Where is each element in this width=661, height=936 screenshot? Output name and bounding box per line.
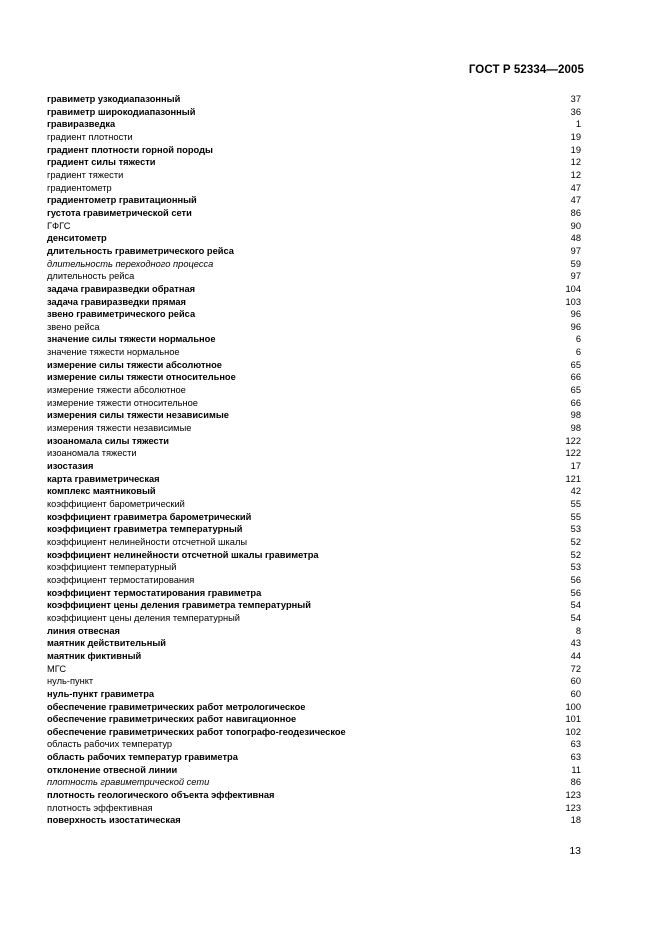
index-term: коэффициент термостатирования гравиметра xyxy=(47,587,262,598)
index-page-number: 97 xyxy=(570,271,581,282)
index-page-number: 123 xyxy=(565,790,581,801)
index-page-number: 63 xyxy=(570,752,581,763)
index-entry xyxy=(47,435,581,448)
document-id: ГОСТ Р 52334—2005 xyxy=(468,64,584,76)
index-page-number: 54 xyxy=(570,612,581,623)
index-term: изоаномала тяжести xyxy=(47,448,137,459)
index-page-number: 86 xyxy=(570,207,581,218)
index-entry xyxy=(47,460,581,473)
index-entry xyxy=(47,447,581,460)
index-entry xyxy=(47,156,581,169)
index-entry xyxy=(47,776,581,789)
index-entry xyxy=(47,738,581,751)
index-page-number: 18 xyxy=(570,815,581,826)
index-entry xyxy=(47,258,581,271)
index-page-number: 100 xyxy=(565,701,581,712)
index-term: градиент плотности xyxy=(47,131,133,142)
index-entry xyxy=(47,574,581,587)
index-term: градиент тяжести xyxy=(47,169,124,180)
index-page-number: 44 xyxy=(570,650,581,661)
index-page-number: 52 xyxy=(570,549,581,560)
index-entry xyxy=(47,371,581,384)
index-term: густота гравиметрической сети xyxy=(47,207,192,218)
index-term: коэффициент гравиметра барометрический xyxy=(47,511,252,522)
index-term: маятник действительный xyxy=(47,638,167,649)
index-term: маятник фиктивный xyxy=(47,650,142,661)
index-entry xyxy=(47,637,581,650)
index-entry xyxy=(47,296,581,309)
index-term: изостазия xyxy=(47,461,94,472)
index-entry xyxy=(47,802,581,815)
index-term: МГС xyxy=(47,663,67,674)
index-term: коэффициент цены деления гравиметра температурный xyxy=(47,600,311,611)
index-page-number: 66 xyxy=(570,397,581,408)
index-entry xyxy=(47,663,581,676)
index-page-number: 42 xyxy=(570,486,581,497)
index-entry xyxy=(47,409,581,422)
index-entry xyxy=(47,397,581,410)
index-term: обеспечение гравиметрических работ топографо-геодезическое xyxy=(47,726,346,737)
index-entry xyxy=(47,182,581,195)
index-page-number: 63 xyxy=(570,739,581,750)
index-entry xyxy=(47,549,581,562)
index-page-number: 53 xyxy=(570,562,581,573)
index-entry xyxy=(47,625,581,638)
index-entry xyxy=(47,523,581,536)
index-page-number: 11 xyxy=(571,764,581,775)
index-entry xyxy=(47,194,581,207)
index-term: обеспечение гравиметрических работ навигационное xyxy=(47,714,297,725)
index-term: денситометр xyxy=(47,233,107,244)
index-page-number: 12 xyxy=(570,169,581,180)
index-term: плотность гравиметрической сети xyxy=(47,777,210,788)
index-term: длительность гравиметрического рейса xyxy=(47,245,234,256)
index-entry xyxy=(47,587,581,600)
index-entry xyxy=(47,333,581,346)
index-page-number: 17 xyxy=(570,461,581,472)
index-page-number: 72 xyxy=(570,663,581,674)
index-entry xyxy=(47,422,581,435)
index-term: градиент силы тяжести xyxy=(47,157,156,168)
index-entry xyxy=(47,536,581,549)
index-entry xyxy=(47,561,581,574)
index-term: измерение тяжести относительное xyxy=(47,397,198,408)
index-page-number: 65 xyxy=(570,385,581,396)
index-term: гравиметр широкодиапазонный xyxy=(47,106,196,117)
index-entry xyxy=(47,93,581,106)
index-page-number: 12 xyxy=(570,157,581,168)
index-page-number: 19 xyxy=(570,131,581,142)
index-entry xyxy=(47,245,581,258)
index-term: измерения тяжести независимые xyxy=(47,423,192,434)
index-page-number: 98 xyxy=(570,410,581,421)
index-page-number: 43 xyxy=(570,638,581,649)
index-page-number: 59 xyxy=(570,258,581,269)
index-entry xyxy=(47,511,581,524)
index-page-number: 96 xyxy=(570,321,581,332)
index-entry xyxy=(47,384,581,397)
index-page-number: 97 xyxy=(570,245,581,256)
index-term: задача гравиразведки обратная xyxy=(47,283,196,294)
index-term: нуль-пункт гравиметра xyxy=(47,688,155,699)
index-term: нуль-пункт xyxy=(47,676,94,687)
index-entry xyxy=(47,713,581,726)
index-term: отклонение отвесной линии xyxy=(47,764,178,775)
index-term: звено рейса xyxy=(47,321,100,332)
index-page-number: 52 xyxy=(570,536,581,547)
index-term: гравиметр узкодиапазонный xyxy=(47,94,181,104)
index-term: градиент плотности горной породы xyxy=(47,144,213,155)
index-term: комплекс маятниковый xyxy=(47,486,156,497)
index-entry xyxy=(47,789,581,802)
index-page-number: 60 xyxy=(570,688,581,699)
index-term: измерение тяжести абсолютное xyxy=(47,385,186,396)
index-page-number: 122 xyxy=(565,448,581,459)
index-page-number: 65 xyxy=(570,359,581,370)
index-term: измерения силы тяжести независимые xyxy=(47,410,229,421)
index-term: значение силы тяжести нормальное xyxy=(47,334,216,345)
index-page-number: 36 xyxy=(570,106,581,117)
index-term: задача гравиразведки прямая xyxy=(47,296,186,307)
index-term: коэффициент нелинейности отсчетной шкалы гравиметра xyxy=(47,549,319,560)
index-entry xyxy=(47,220,581,233)
index-entry xyxy=(47,473,581,486)
index-page-number: 98 xyxy=(570,423,581,434)
index-term: линия отвесная xyxy=(47,625,120,636)
index-term: область рабочих температур гравиметра xyxy=(47,752,238,763)
index-page-number: 121 xyxy=(565,473,581,484)
index-page-number: 102 xyxy=(565,726,581,737)
index-entry xyxy=(47,675,581,688)
index-term: плотность эффективная xyxy=(47,802,153,813)
index-page-number: 19 xyxy=(570,144,581,155)
index-entry xyxy=(47,131,581,144)
index-entry xyxy=(47,751,581,764)
index-page-number: 103 xyxy=(565,296,581,307)
index-entry xyxy=(47,726,581,739)
index-term: градиентометр xyxy=(47,182,112,193)
index-page-number: 104 xyxy=(565,283,581,294)
index-term: измерение силы тяжести абсолютное xyxy=(47,359,222,370)
index-entry xyxy=(47,688,581,701)
index-entry xyxy=(47,308,581,321)
index-entry xyxy=(47,359,581,372)
index-page-number: 90 xyxy=(570,220,581,231)
index-term: плотность геологического объекта эффективная xyxy=(47,790,275,801)
index-page-number: 86 xyxy=(570,777,581,788)
index-entry xyxy=(47,106,581,119)
index-page-number: 37 xyxy=(570,94,581,104)
index-page-number: 60 xyxy=(570,676,581,687)
index-term: значение тяжести нормальное xyxy=(47,347,180,358)
index-entry xyxy=(47,485,581,498)
index-term: коэффициент температурный xyxy=(47,562,177,573)
index-term: область рабочих температур xyxy=(47,739,173,750)
index-entry xyxy=(47,498,581,511)
index-entry xyxy=(47,169,581,182)
index-page-number: 56 xyxy=(570,574,581,585)
index-page-number: 54 xyxy=(570,600,581,611)
index-term: карта гравиметрическая xyxy=(47,473,160,484)
index-page-number: 8 xyxy=(575,625,581,636)
index-entry xyxy=(47,232,581,245)
index-entry xyxy=(47,814,581,827)
index-page-number: 96 xyxy=(570,309,581,320)
index-page-number: 55 xyxy=(570,511,581,522)
index-page-number: 123 xyxy=(565,802,581,813)
index-entry xyxy=(47,270,581,283)
index-page-number: 66 xyxy=(570,372,581,383)
index-term: длительность переходного процесса xyxy=(47,258,214,269)
index-page-number: 101 xyxy=(565,714,581,725)
index-entry xyxy=(47,144,581,157)
index-term: коэффициент термостатирования xyxy=(47,574,195,585)
index-page-number: 55 xyxy=(570,499,581,509)
index-term: ГФГС xyxy=(47,220,71,231)
term-index xyxy=(47,93,581,827)
index-page-number: 53 xyxy=(570,524,581,535)
index-entry xyxy=(47,321,581,334)
index-page-number: 6 xyxy=(575,347,581,358)
index-entry xyxy=(47,599,581,612)
index-page-number: 56 xyxy=(570,587,581,598)
index-entry xyxy=(47,612,581,625)
index-page-number: 1 xyxy=(575,119,581,130)
index-entry xyxy=(47,701,581,714)
index-term: поверхность изостатическая xyxy=(47,815,181,826)
index-term: коэффициент гравиметра температурный xyxy=(47,524,243,535)
index-page-number: 6 xyxy=(575,334,581,345)
index-term: измерение силы тяжести относительное xyxy=(47,372,236,383)
page-number: 13 xyxy=(569,845,581,857)
index-entry xyxy=(47,650,581,663)
index-page-number: 47 xyxy=(570,182,581,193)
index-entry xyxy=(47,283,581,296)
index-term: коэффициент нелинейности отсчетной шкалы xyxy=(47,536,248,547)
index-page-number: 48 xyxy=(570,233,581,244)
index-term: градиентометр гравитационный xyxy=(47,195,197,206)
index-entry xyxy=(47,764,581,777)
index-page-number: 122 xyxy=(565,435,581,446)
index-term: обеспечение гравиметрических работ метрологическое xyxy=(47,701,306,712)
index-term: коэффициент цены деления температурный xyxy=(47,612,241,623)
index-term: длительность рейса xyxy=(47,271,135,282)
index-term: звено гравиметрического рейса xyxy=(47,309,196,320)
index-term: изоаномала силы тяжести xyxy=(47,435,169,446)
index-entry xyxy=(47,346,581,359)
index-term: коэффициент барометрический xyxy=(47,499,185,509)
index-term: гравиразведка xyxy=(47,119,116,130)
index-entry xyxy=(47,118,581,131)
index-page-number: 47 xyxy=(570,195,581,206)
index-entry xyxy=(47,207,581,220)
